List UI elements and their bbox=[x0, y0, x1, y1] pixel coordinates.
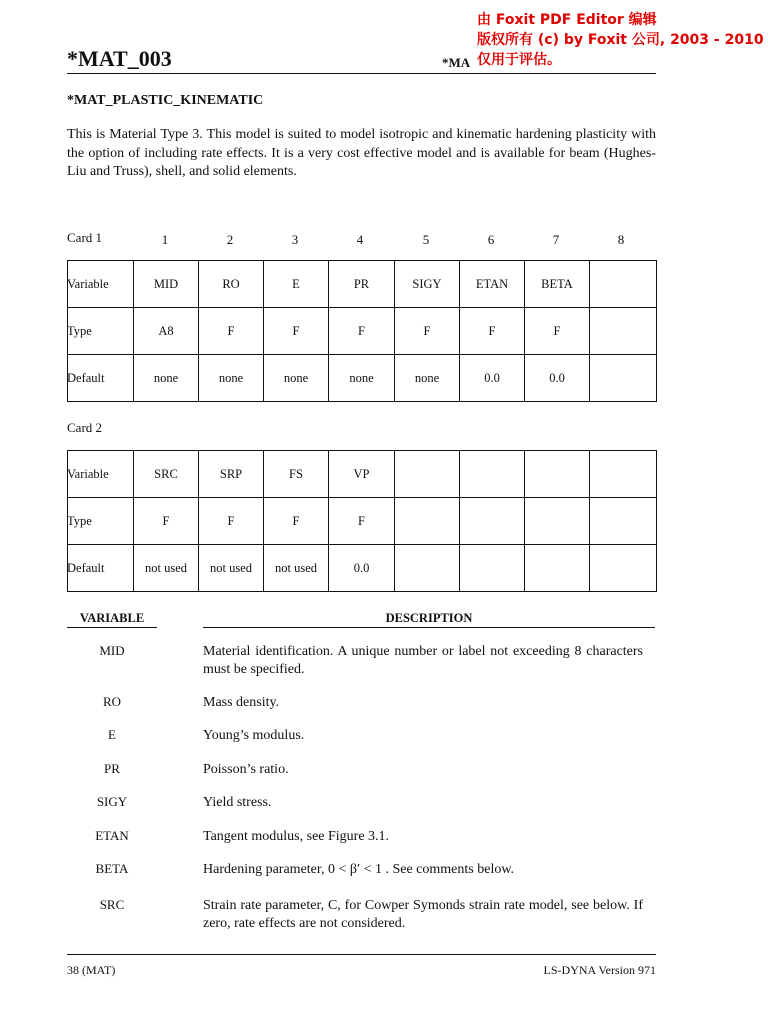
table-row bbox=[68, 498, 657, 545]
table-cell: BETA bbox=[525, 261, 590, 308]
footer-rule bbox=[67, 954, 656, 955]
table-row bbox=[68, 545, 657, 592]
variable-name: RO bbox=[102, 694, 122, 709]
table-cell bbox=[525, 545, 590, 592]
variable-description: Hardening parameter, 0 < β′ < 1 . See comments below. bbox=[203, 862, 515, 877]
watermark-line-2: 版权所有 (c) by Foxit 公司, 2003 - 2010 bbox=[477, 32, 764, 48]
column-number: 6 bbox=[487, 232, 495, 247]
column-number: 7 bbox=[552, 232, 560, 247]
table-cell bbox=[460, 545, 525, 592]
table-cell: F bbox=[329, 498, 395, 545]
row-header: Default bbox=[68, 545, 134, 592]
variable-description: Poisson’s ratio. bbox=[203, 762, 289, 777]
table-cell: none bbox=[264, 355, 329, 402]
table-cell: 0.0 bbox=[460, 355, 525, 402]
variable-description: Young’s modulus. bbox=[203, 728, 305, 743]
table-cell bbox=[460, 498, 525, 545]
table-cell: not used bbox=[264, 545, 329, 592]
table-row bbox=[68, 451, 657, 498]
table-cell: A8 bbox=[134, 308, 199, 355]
table-cell: F bbox=[199, 498, 264, 545]
table-cell bbox=[590, 451, 657, 498]
column-number: 3 bbox=[291, 232, 299, 247]
column-number: 4 bbox=[356, 232, 364, 247]
card-2-label: Card 2 bbox=[67, 420, 103, 435]
table-cell: MID bbox=[134, 261, 199, 308]
table-cell: F bbox=[395, 308, 460, 355]
table-cell: none bbox=[199, 355, 264, 402]
table-cell: SRC bbox=[134, 451, 199, 498]
table-cell: 0.0 bbox=[329, 545, 395, 592]
table-cell bbox=[395, 545, 460, 592]
table-cell bbox=[590, 261, 657, 308]
watermark-line-1: 由 Foxit PDF Editor 编辑 bbox=[477, 12, 657, 28]
table-cell: SRP bbox=[199, 451, 264, 498]
column-number: 8 bbox=[617, 232, 625, 247]
table-cell: F bbox=[199, 308, 264, 355]
table-cell: F bbox=[264, 498, 329, 545]
row-header: Type bbox=[68, 498, 134, 545]
table-cell: none bbox=[134, 355, 199, 402]
section-title: *MAT_PLASTIC_KINEMATIC bbox=[67, 93, 264, 108]
column-number: 5 bbox=[422, 232, 430, 247]
table-row bbox=[68, 355, 657, 402]
page-title: *MAT_003 bbox=[67, 46, 172, 71]
variable-description: Yield stress. bbox=[203, 795, 272, 810]
table-cell bbox=[525, 451, 590, 498]
description-column-header: DESCRIPTION bbox=[203, 611, 655, 628]
variable-name: E bbox=[108, 727, 116, 742]
table-cell bbox=[590, 355, 657, 402]
table-cell bbox=[460, 451, 525, 498]
table-cell: FS bbox=[264, 451, 329, 498]
table-cell bbox=[395, 498, 460, 545]
page-number: 38 (MAT) bbox=[67, 963, 116, 977]
table-cell: SIGY bbox=[395, 261, 460, 308]
row-header: Variable bbox=[68, 451, 134, 498]
table-cell: F bbox=[264, 308, 329, 355]
column-number: 2 bbox=[226, 232, 234, 247]
table-cell bbox=[395, 451, 460, 498]
table-cell: none bbox=[395, 355, 460, 402]
running-header: *MA bbox=[442, 55, 471, 70]
table-cell: F bbox=[134, 498, 199, 545]
row-header: Type bbox=[68, 308, 134, 355]
intro-paragraph: This is Material Type 3. This model is suited to model isotropic and kinematic hardening plasticity with the option of including rate effects. It is a very cost effective model and is available for beam (Hughes-Liu and Truss), shell, and solid elements. bbox=[67, 127, 656, 179]
table-cell: F bbox=[329, 308, 395, 355]
table-cell bbox=[590, 498, 657, 545]
variable-name: ETAN bbox=[95, 828, 129, 843]
table-cell bbox=[590, 308, 657, 355]
variable-description: Material identification. A unique number or label not exceeding 8 characters must be specified. bbox=[203, 644, 643, 677]
table-row bbox=[68, 261, 657, 308]
table-cell bbox=[590, 545, 657, 592]
variable-description: Mass density. bbox=[203, 695, 280, 710]
variable-column-header: VARIABLE bbox=[67, 611, 157, 628]
table-cell bbox=[525, 498, 590, 545]
table-cell: RO bbox=[199, 261, 264, 308]
table-cell: F bbox=[460, 308, 525, 355]
card-2-table bbox=[67, 450, 657, 592]
variable-name: BETA bbox=[95, 861, 129, 876]
watermark-line-3: 仅用于评估。 bbox=[477, 52, 561, 68]
table-cell: not used bbox=[134, 545, 199, 592]
table-cell: VP bbox=[329, 451, 395, 498]
card-1-label: Card 1 bbox=[67, 230, 103, 245]
header-rule bbox=[67, 73, 656, 74]
table-cell: E bbox=[264, 261, 329, 308]
table-cell: none bbox=[329, 355, 395, 402]
variable-name: MID bbox=[99, 643, 125, 658]
variable-name: PR bbox=[104, 761, 120, 776]
foxit-watermark bbox=[477, 10, 764, 70]
variable-name: SRC bbox=[99, 897, 125, 912]
table-cell: ETAN bbox=[460, 261, 525, 308]
table-cell: PR bbox=[329, 261, 395, 308]
card-1-table bbox=[67, 260, 657, 402]
table-cell: 0.0 bbox=[525, 355, 590, 402]
variable-description: Strain rate parameter, C, for Cowper Symonds strain rate model, see below. If zero, rate effects are not considered. bbox=[203, 898, 643, 931]
column-number: 1 bbox=[161, 232, 169, 247]
product-version: LS-DYNA Version 971 bbox=[543, 963, 656, 977]
row-header: Default bbox=[68, 355, 134, 402]
table-cell: F bbox=[525, 308, 590, 355]
table-cell: not used bbox=[199, 545, 264, 592]
variable-name: SIGY bbox=[96, 794, 128, 809]
table-row bbox=[68, 308, 657, 355]
variable-description: Tangent modulus, see Figure 3.1. bbox=[203, 829, 390, 844]
row-header: Variable bbox=[68, 261, 134, 308]
